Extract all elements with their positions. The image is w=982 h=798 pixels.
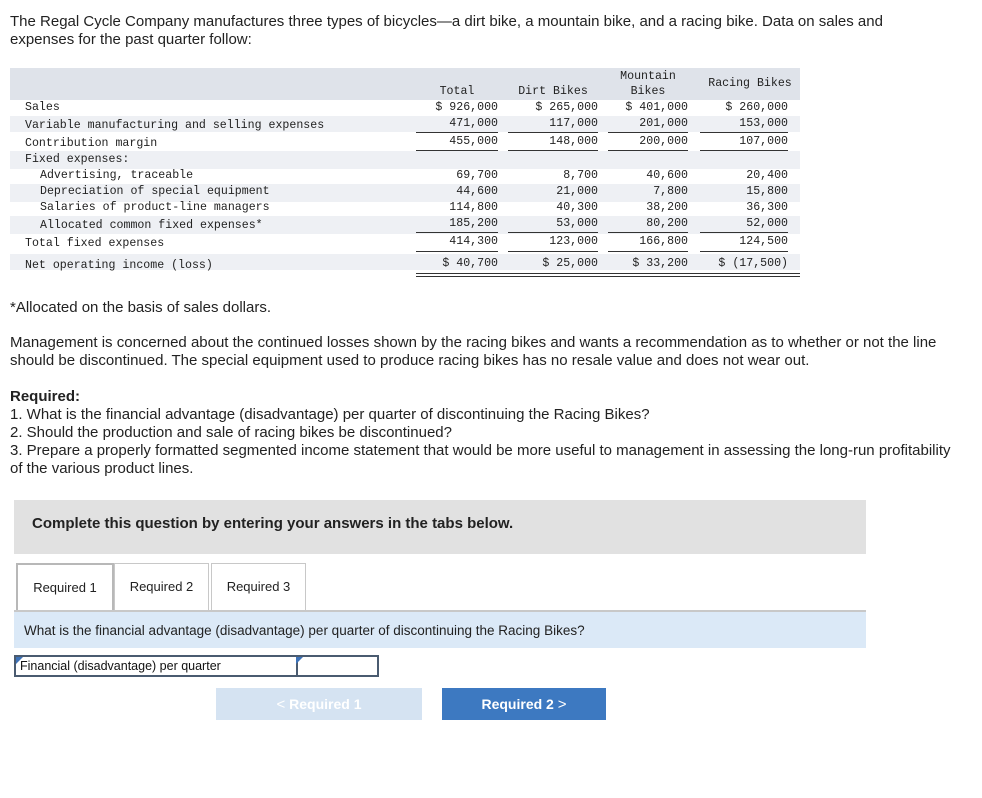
underline: [416, 232, 498, 233]
underline: [508, 251, 598, 252]
double-underline: [416, 276, 800, 277]
tab-required-3[interactable]: Required 3: [211, 563, 306, 611]
cell-advertising-dirt: 8,700: [563, 169, 598, 182]
cell-noi-mountain: $ 33,200: [632, 257, 688, 270]
row-label-contribution: Contribution margin: [25, 137, 158, 150]
cell-total-fixed-total: 414,300: [449, 235, 498, 248]
required-item-2: 2. Should the production and sale of racing bikes be discontinued?: [10, 424, 452, 441]
cell-allocated-racing: 52,000: [746, 217, 788, 230]
underline: [416, 150, 498, 151]
cell-sales-dirt: $ 265,000: [535, 101, 598, 114]
cell-variable-dirt: 117,000: [549, 117, 598, 130]
question-bar: [14, 612, 866, 648]
footnote: *Allocated on the basis of sales dollars.: [10, 299, 271, 316]
underline: [608, 150, 688, 151]
cell-contribution-racing: 107,000: [739, 135, 788, 148]
row-label-fixed-expenses: Fixed expenses:: [25, 153, 130, 166]
required-item-1: 1. What is the financial advantage (disadvantage) per quarter of discontinuing the Racing Bikes?: [10, 406, 650, 423]
cell-sales-total: $ 926,000: [435, 101, 498, 114]
cell-total-fixed-racing: 124,500: [739, 235, 788, 248]
underline: [416, 132, 498, 133]
cell-salaries-dirt: 40,300: [556, 201, 598, 214]
management-paragraph: Management is concerned about the continued losses shown by the racing bikes and wants a recommendation as to whether or not the line should be discontinued. The special equipment used to produce racing bikes has no resale value and does not wear out.: [10, 334, 937, 369]
cell-depreciation-dirt: 21,000: [556, 185, 598, 198]
cell-sales-racing: $ 260,000: [725, 101, 788, 114]
cell-allocated-total: 185,200: [449, 217, 498, 230]
cell-noi-total: $ 40,700: [442, 257, 498, 270]
next-button-label: Required 2: [481, 696, 554, 712]
cell-allocated-dirt: 53,000: [556, 217, 598, 230]
double-underline: [416, 273, 800, 274]
cell-variable-mountain: 201,000: [639, 117, 688, 130]
cell-contribution-dirt: 148,000: [549, 135, 598, 148]
required-item-3: 3. Prepare a properly formatted segmented income statement that would be more useful to management in assessing the long-run profitability of the various product lines.: [10, 442, 951, 477]
underline: [700, 132, 788, 133]
answer-row: [14, 655, 379, 677]
input-marker-icon: [296, 657, 303, 664]
underline: [608, 132, 688, 133]
answer-label: Financial (disadvantage) per quarter: [20, 659, 221, 673]
header-mountain: Mountain: [620, 70, 676, 83]
row-label-noi: Net operating income (loss): [25, 259, 213, 272]
instruction-banner: [14, 500, 866, 554]
row-label-total-fixed: Total fixed expenses: [25, 237, 165, 250]
underline: [700, 251, 788, 252]
cell-depreciation-mountain: 7,800: [653, 185, 688, 198]
income-statement-table: [10, 68, 800, 280]
cell-depreciation-total: 44,600: [456, 185, 498, 198]
cell-salaries-racing: 36,300: [746, 201, 788, 214]
required-list: [10, 406, 960, 478]
cell-sales-mountain: $ 401,000: [625, 101, 688, 114]
financial-advantage-input[interactable]: [299, 657, 379, 675]
cell-noi-racing: $ (17,500): [718, 257, 788, 270]
header-total: Total: [439, 85, 475, 98]
tab-required-2[interactable]: Required 2: [114, 563, 209, 611]
row-label-variable: Variable manufacturing and selling expenses: [25, 119, 325, 132]
tab-required-1[interactable]: Required 1: [16, 563, 114, 612]
underline: [608, 251, 688, 252]
row-label-allocated: Allocated common fixed expenses*: [40, 219, 263, 232]
problem-intro: The Regal Cycle Company manufactures three types of bicycles—a dirt bike, a mountain bike, and a racing bike. Data on sales and expenses for the past quarter follow:: [10, 13, 883, 48]
chevron-right-icon: >: [557, 696, 567, 713]
required-title: Required:: [10, 388, 81, 405]
underline: [508, 232, 598, 233]
cell-total-fixed-dirt: 123,000: [549, 235, 598, 248]
chevron-left-icon: <: [276, 696, 286, 713]
cell-salaries-mountain: 38,200: [646, 201, 688, 214]
prev-button[interactable]: [216, 688, 422, 720]
question-text: What is the financial advantage (disadvantage) per quarter of discontinuing the Racing Bikes?: [24, 623, 585, 638]
required-marker-icon: [16, 657, 23, 664]
cell-variable-total: 471,000: [449, 117, 498, 130]
underline: [416, 251, 498, 252]
underline: [608, 232, 688, 233]
cell-depreciation-racing: 15,800: [746, 185, 788, 198]
underline: [508, 132, 598, 133]
header-mountain-bikes: Bikes: [630, 85, 666, 98]
cell-allocated-mountain: 80,200: [646, 217, 688, 230]
underline: [700, 150, 788, 151]
row-label-advertising: Advertising, traceable: [40, 169, 194, 182]
cell-noi-dirt: $ 25,000: [542, 257, 598, 270]
header-racing-bikes: Racing Bikes: [708, 77, 792, 90]
cell-total-fixed-mountain: 166,800: [639, 235, 688, 248]
next-button[interactable]: [442, 688, 606, 720]
cell-variable-racing: 153,000: [739, 117, 788, 130]
cell-contribution-total: 455,000: [449, 135, 498, 148]
instruction-text: Complete this question by entering your answers in the tabs below.: [32, 515, 514, 532]
row-label-depreciation: Depreciation of special equipment: [40, 185, 270, 198]
underline: [700, 232, 788, 233]
cell-advertising-racing: 20,400: [746, 169, 788, 182]
cell-contribution-mountain: 200,000: [639, 135, 688, 148]
header-dirt-bikes: Dirt Bikes: [518, 85, 588, 98]
underline: [508, 150, 598, 151]
prev-button-label: Required 1: [289, 696, 362, 712]
cell-advertising-mountain: 40,600: [646, 169, 688, 182]
cell-advertising-total: 69,700: [456, 169, 498, 182]
row-label-sales: Sales: [25, 101, 60, 114]
cell-salaries-total: 114,800: [449, 201, 498, 214]
row-label-salaries: Salaries of product-line managers: [40, 201, 270, 214]
